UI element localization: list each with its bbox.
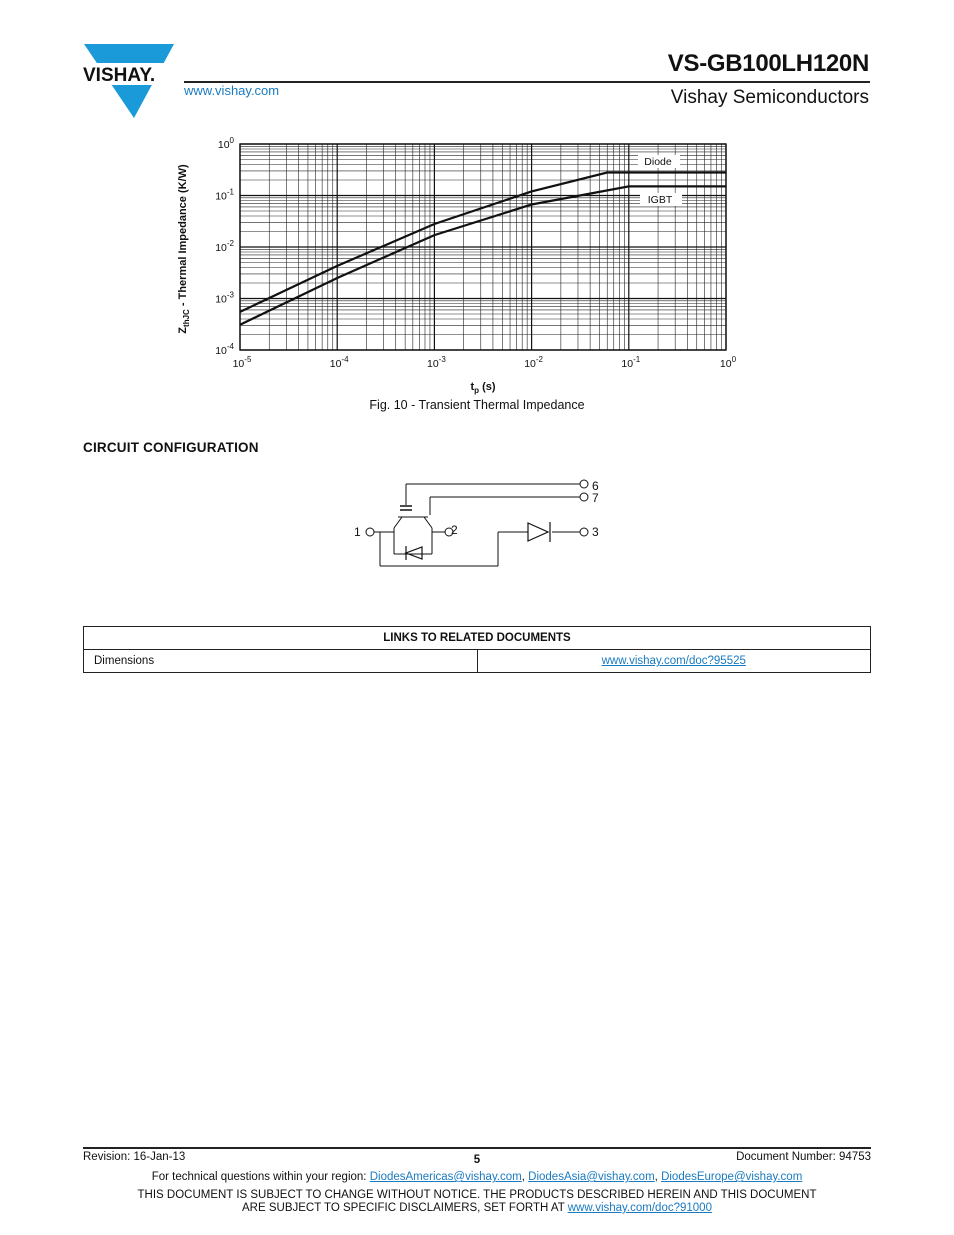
page-number: 5	[473, 1154, 481, 1166]
figure-caption: Fig. 10 - Transient Thermal Impedance	[369, 398, 585, 412]
x-tick-label: $10^{-1}$	[621, 355, 641, 370]
disclaimer-prefix: ARE SUBJECT TO SPECIFIC DISCLAIMERS, SET FORTH AT	[242, 1202, 568, 1214]
pin-7-label: 7	[592, 491, 599, 505]
section-title: CIRCUIT CONFIGURATION	[83, 440, 259, 455]
document-number: Document Number: 94753	[736, 1151, 871, 1163]
revision: Revision: 16-Jan-13	[83, 1151, 186, 1163]
x-tick-label: $10^{-5}$	[232, 355, 252, 370]
x-tick-label: $10^0$	[719, 355, 737, 370]
pin-6-terminal	[580, 480, 588, 488]
table-row	[84, 650, 871, 673]
logo-text: VISHAY.	[83, 65, 156, 86]
y-tick-label: $10^0$	[217, 136, 234, 151]
part-number: VS-GB100LH120N	[667, 50, 869, 77]
separator: ,	[521, 1171, 529, 1183]
pin-1-label: 1	[354, 525, 361, 539]
links-table-header: LINKS TO RELATED DOCUMENTS	[84, 627, 871, 650]
x-tick-label: $10^{-4}$	[329, 355, 349, 370]
email-asia-link[interactable]: DiodesAsia@vishay.com	[528, 1171, 655, 1183]
series-label-diode: Diode	[644, 156, 672, 168]
links-table	[83, 626, 871, 673]
y-tick-label: $10^{-2}$	[215, 239, 234, 254]
y-axis-label: $Z_{thJC}$ - Thermal Impedance (K/W)	[177, 164, 191, 334]
y-tick-label: $10^{-3}$	[215, 290, 234, 306]
email-europe-link[interactable]: DiodesEurope@vishay.com	[661, 1171, 803, 1183]
series-label-igbt: IGBT	[647, 194, 673, 206]
website-link[interactable]: www.vishay.com	[184, 83, 280, 98]
y-tick-label: $10^{-1}$	[215, 187, 234, 203]
series-diode	[528, 522, 550, 542]
disclaimer-line-2	[0, 1202, 954, 1214]
x-axis-label: $t_p$ (s)	[470, 381, 496, 395]
header-rule	[184, 81, 870, 83]
pin-3-terminal	[580, 528, 588, 536]
y-tick-label: $10^{-4}$	[215, 342, 234, 357]
disclaimer-link[interactable]: www.vishay.com/doc?91000	[567, 1202, 712, 1214]
pin-3-label: 3	[592, 525, 599, 539]
thermal-impedance-chart	[170, 130, 750, 400]
antiparallel-diode	[406, 546, 422, 560]
separator: ,	[654, 1171, 662, 1183]
tech-contact	[0, 1171, 954, 1183]
x-tick-label: $10^{-2}$	[524, 355, 544, 370]
company-name: Vishay Semiconductors	[670, 87, 869, 108]
vishay-logo	[82, 42, 178, 122]
email-americas-link[interactable]: DiodesAmericas@vishay.com	[369, 1171, 522, 1183]
dimensions-link[interactable]: www.vishay.com/doc?95525	[601, 655, 746, 667]
circuit-diagram	[340, 470, 620, 580]
pin-6-label: 6	[592, 479, 599, 493]
pin-7-terminal	[580, 493, 588, 501]
x-tick-label: $10^{-3}$	[426, 355, 446, 370]
tech-prefix: For technical questions within your region:	[151, 1171, 370, 1183]
dimensions-label: Dimensions	[84, 650, 478, 673]
disclaimer-line-1: THIS DOCUMENT IS SUBJECT TO CHANGE WITHOUT NOTICE. THE PRODUCTS DESCRIBED HEREIN AND THIS DOCUMENT	[137, 1189, 817, 1201]
footer-rule	[83, 1147, 871, 1149]
pin-1-terminal	[366, 528, 374, 536]
pin-2-label: 2	[451, 523, 458, 537]
